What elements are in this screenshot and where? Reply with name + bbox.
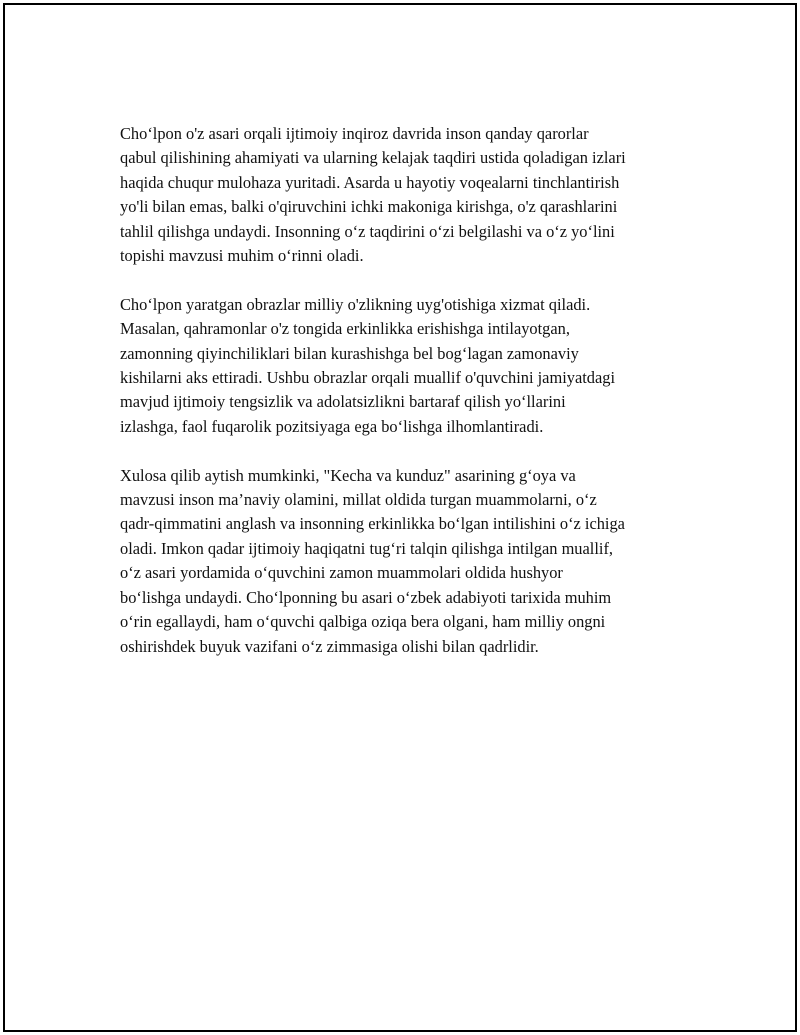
paragraph-2 <box>120 293 700 439</box>
text-line: mavzusi inson ma’naviy olamini, millat oldida turgan muammolarni, o‘z <box>120 490 597 510</box>
text-line: qadr-qimmatini anglash va insonning erkinlikka bo‘lgan intilishini o‘z ichiga <box>120 514 625 534</box>
paragraph-1 <box>120 122 700 268</box>
text-line: Cho‘lpon yaratgan obrazlar milliy o'zlikning uyg'otishiga xizmat qiladi. <box>120 294 591 314</box>
text-line: Xulosa qilib aytish mumkinki, "Kecha va kunduz" asarining g‘oya va <box>120 465 576 485</box>
text-line: o‘z asari yordamida o‘quvchini zamon muammolari oldida hushyor <box>120 563 563 583</box>
text-line: yo'li bilan emas, balki o'qiruvchini ichki makoniga kirishga, o'z qarashlarini <box>120 197 618 217</box>
text-line: Cho‘lpon o'z asari orqali ijtimoiy inqiroz davrida inson qanday qarorlar <box>120 124 589 143</box>
text-line: oshirishdek buyuk vazifani o‘z zimmasiga olishi bilan qadrlidir. <box>120 636 539 656</box>
text-line: bo‘lishga undaydi. Cho‘lponning bu asari o‘zbek adabiyoti tarixida muhim <box>120 587 612 607</box>
text-line: zamonning qiyinchiliklari bilan kurashishga bel bog‘lagan zamonaviy <box>120 343 579 363</box>
text-line: Masalan, qahramonlar o'z tongida erkinlikka erishishga intilayotgan, <box>120 319 570 339</box>
paragraph-3 <box>120 464 700 659</box>
text-line: mavjud ijtimoiy tengsizlik va adolatsizlikni bartaraf qilish yo‘llarini <box>120 392 566 412</box>
text-line: tahlil qilishga undaydi. Insonning o‘z taqdirini o‘zi belgilashi va o‘z yo‘lini <box>120 221 615 241</box>
text-line: izlashga, faol fuqarolik pozitsiyaga ega bo‘lishga ilhomlantiradi. <box>120 416 544 436</box>
text-line: qabul qilishining ahamiyati va ularning kelajak taqdiri ustida qoladigan izlari <box>120 148 626 168</box>
text-line: haqida chuqur mulohaza yuritadi. Asarda u hayotiy voqealarni tinchlantirish <box>120 172 620 192</box>
text-line: oladi. Imkon qadar ijtimoiy haqiqatni tug‘ri talqin qilishga intilgan muallif, <box>120 538 613 558</box>
text-line: o‘rin egallaydi, ham o‘quvchi qalbiga oziqa bera olgani, ham milliy ongni <box>120 612 606 632</box>
document-body <box>120 122 700 683</box>
text-line: topishi mavzusi muhim o‘rinni oladi. <box>120 246 364 266</box>
text-line: kishilarni aks ettiradi. Ushbu obrazlar orqali muallif o'quvchini jamiyatdagi <box>120 368 616 388</box>
document-page <box>3 3 797 1032</box>
